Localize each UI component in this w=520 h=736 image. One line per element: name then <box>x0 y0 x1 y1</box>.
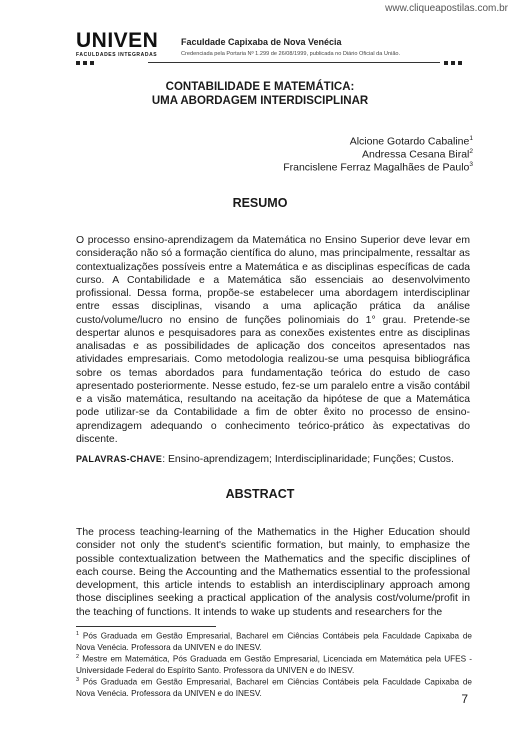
header-square <box>76 61 80 65</box>
resumo-paragraph: O processo ensino-aprendizagem da Matemática no Ensino Superior deve levar em consideração não só a formação científica do aluno, mas principalmente, ressaltar as contextualizações possíveis entre a Matemática e as disciplinas específicas de cada curso. A Contabilidade e a Matemática são essenciais ao desenvolvimento profissional. Dessa forma, propõe-se estabelecer uma abordagem interdisciplinar entre essas disciplinas, visando a uma aplicação prática da análise custo/volume/lucro no ensino de funções polinomiais do 1° grau. Pretende-se despertar alunos e pesquisadores para as conexões existentes entre as disciplinas analisadas e as possibilidades de aplicação dos conceitos apresentados nas atividades empresariais. Como metodologia realizou-se uma pesquisa bibliográfica sobre os temas abordados para fundamentação teórica do estudo de caso apresentado posteriormente. Nesse estudo, fez-se um paralelo entre a visão contábil e a visão matemática, resultando na aceitação da hipótese de que a Matemática pode utilizar-se da Contabilidade a fim de obter êxito no processo de ensino-aprendizagem adequando o conhecimento teórico-prático às expectativas do discente. <box>76 235 470 445</box>
author-2: Andressa Cesana Biral$^2$ <box>361 148 473 161</box>
univen-logo <box>76 31 158 58</box>
author-1: Alcione Gotardo Cabaline$^1$ <box>349 135 473 148</box>
paper-title-line2: UMA ABORDAGEM INTERDISCIPLINAR <box>151 95 369 107</box>
logo-text: UNIVEN <box>76 29 159 52</box>
keywords-text: : Ensino-aprendizagem; Interdisciplinaridade; Funções; Custos. <box>162 454 454 465</box>
header-square <box>444 61 448 65</box>
abstract-paragraph: The process teaching-learning of the Mathematics in the Higher Education should consider not only the student's scientific formation, but mainly, to emphasize the possible contextualization between the Mathematics and the specific disciplines of each course. Being the Accounting and the Mathematics essential to the professional development, this article intends to establish an interdisciplinary approach among those disciplines seeking a practical application of the analysis cost/volume/profit in the teaching of functions. It intends to wake up students and researchers for the <box>76 527 470 618</box>
header-square <box>83 61 87 65</box>
footnote-3: $^3$ Pós Graduada em Gestão Empresarial, Bacharel em Ciências Contábeis pela Faculdade Capixaba de Nova Venécia. Professora da UNIVEN e do INESV. <box>76 677 472 698</box>
header-square <box>458 61 462 65</box>
page-number: 7 <box>461 692 468 706</box>
footnote-2: $^2$ Mestre em Matemática, Pós Graduada em Gestão Empresarial, Licenciada em Matemática pela UFES - Universidade Federal do Espírito Santo. Professora da UNIVEN e do INESV. <box>76 654 472 675</box>
paper-title-line1: CONTABILIDADE E MATEMÁTICA: <box>165 81 355 93</box>
watermark-url: www.cliqueapostilas.com.br <box>385 3 508 14</box>
resumo-heading: RESUMO <box>232 196 288 210</box>
header-square <box>90 61 94 65</box>
author-3: Francislene Ferraz Magalhães de Paulo$^3$ <box>283 161 473 174</box>
logo-subtext: FACULDADES INTEGRADAS <box>76 52 158 58</box>
keywords-label: PALAVRAS-CHAVE <box>76 454 163 464</box>
footnote-1: $^1$ Pós Graduada em Gestão Empresarial, Bacharel em Ciências Contábeis pela Faculdade Capixaba de Nova Venécia. Professora da UNIVEN e do INESV. <box>76 631 472 652</box>
footnote-rule <box>76 626 216 627</box>
keywords-line <box>76 454 454 465</box>
accreditation-note: Credenciada pela Portaria Nº 1.299 de 26/08/1999, publicada no Diário Oficial da União. <box>181 51 401 57</box>
header-square <box>451 61 455 65</box>
header-rule <box>148 62 440 63</box>
abstract-heading: ABSTRACT <box>225 487 295 501</box>
institution-name: Faculdade Capixaba de Nova Venécia <box>181 37 342 47</box>
